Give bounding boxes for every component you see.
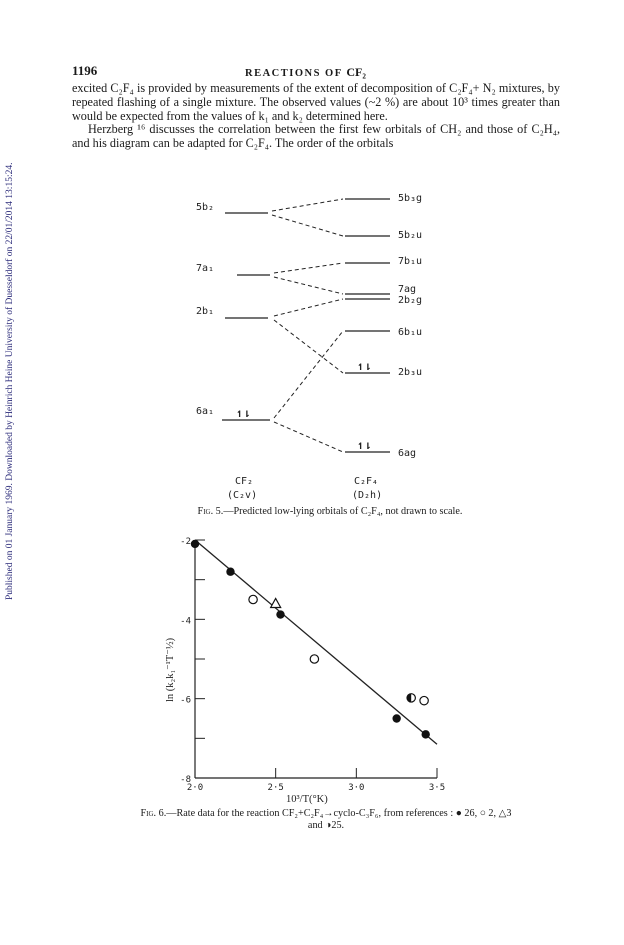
- point-filled-circle: [422, 730, 430, 738]
- symmetry-right: (D₂h): [352, 490, 383, 501]
- legend-and: and: [307, 820, 323, 831]
- point-open-circle: [420, 696, 428, 704]
- label-7ag: 7ag: [398, 284, 417, 295]
- label-5b2u: 5b₂u: [398, 230, 423, 241]
- molecule-left: CF₂: [235, 476, 254, 487]
- x-tick-label: 2·0: [186, 783, 204, 793]
- legend-ref-25: 25.: [331, 820, 345, 831]
- point-open-circle: [249, 595, 257, 603]
- point-filled-circle: [392, 714, 400, 722]
- download-watermark: Published on 01 January 1969. Downloaded by Heinrich Heine University of Duesseldorf on 22/01/2014 13:15:24.: [5, 162, 15, 600]
- symmetry-left: (C₂v): [227, 490, 258, 501]
- fig6-caption: [66, 808, 586, 832]
- fig5-caption-text: —Predicted low-lying orbitals of C₂F₄, not drawn to scale.: [223, 506, 463, 517]
- label-6b1u: 6b₁u: [398, 327, 423, 338]
- x-tick-label: 3·0: [348, 783, 365, 793]
- electron-pair-6ag: ↿⇂: [357, 438, 372, 452]
- y-axis-label: ln (k₂k₁⁻¹T⁻½): [165, 637, 176, 702]
- legend-half-circle-icon: ◑: [325, 820, 332, 831]
- label-6ag: 6ag: [398, 448, 417, 459]
- legend-ref-2: 2,: [488, 808, 497, 819]
- paragraph-1: excited C₂F₄ is provided by measurements of the extent of decomposition of C₂F₄+ N₂ mixtures, by repeated flashing of a single mixture. The observed values (~2 %) are about 10³ times greater than would be expected from the values of k₁ and k₂ determined here.: [72, 81, 560, 123]
- legend-open-triangle-icon: △: [498, 808, 507, 819]
- fig6-caption-text: —Rate data for the reaction CF₂+C₂F₄→cyclo-C₃F₆, from references :: [166, 808, 454, 819]
- label-2b2g: 2b₂g: [398, 295, 423, 306]
- point-half-filled-circle: [407, 694, 415, 702]
- running-head-formula: CF₂: [346, 65, 366, 79]
- point-filled-circle: [276, 610, 284, 618]
- point-open-triangle: [271, 598, 281, 607]
- legend-ref-3: 3: [506, 808, 512, 819]
- label-5b2: 5b₂: [196, 202, 215, 213]
- y-tick-label: -2: [180, 537, 191, 547]
- molecule-right: C₂F₄: [354, 476, 379, 487]
- fig6-caption-prefix: Fig. 6.: [140, 808, 167, 819]
- x-tick-label: 2·5: [267, 783, 284, 793]
- running-head-text: REACTIONS OF: [245, 68, 343, 79]
- label-5b3g: 5b₃g: [398, 193, 423, 204]
- fig5-caption-prefix: Fig. 5.: [197, 506, 224, 517]
- label-6a1: 6a₁: [196, 406, 215, 417]
- point-open-circle: [310, 655, 318, 663]
- label-2b3u: 2b₃u: [398, 367, 423, 378]
- electron-pair-2b3u: ↿⇂: [357, 359, 372, 373]
- y-tick-label: -8: [180, 775, 191, 785]
- x-axis-label: 10³/T(°K): [286, 794, 328, 805]
- electron-pair-6a1: ↿⇂: [236, 406, 251, 420]
- legend-open-circle-icon: ○: [479, 808, 486, 819]
- point-filled-circle: [191, 540, 199, 548]
- x-tick-label: 3·5: [428, 783, 446, 793]
- point-filled-circle: [226, 568, 234, 576]
- y-tick-label: -6: [180, 695, 191, 706]
- legend-ref-26: 26,: [464, 808, 478, 819]
- page-number: 1196: [72, 63, 98, 78]
- y-tick-label: -4: [180, 616, 191, 627]
- label-7a1: 7a₁: [196, 263, 215, 274]
- chart-tick-labels: [180, 537, 445, 793]
- label-2b1: 2b₁: [196, 306, 215, 317]
- paragraph-2: Herzberg ¹⁶ discusses the correlation between the first few orbitals of CH₂ and those of C₂H₄, and his diagram can be adapted for C₂F₄. The order of the orbitals: [72, 122, 560, 151]
- label-7b1u: 7b₁u: [398, 256, 423, 267]
- legend-filled-circle-icon: ●: [455, 808, 462, 819]
